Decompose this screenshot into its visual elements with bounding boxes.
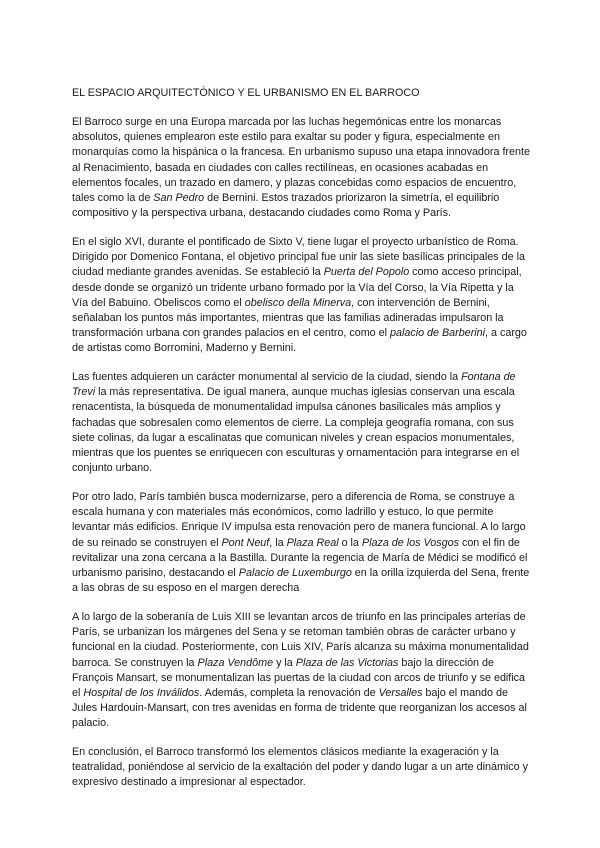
paragraph-text: A lo largo de la soberanía de Luis XIII se levantan arcos de triunfo en las principales arterias de París, se urbanizan los márgenes del Sena y se retoman también obras de carácter urbano y funcional en la ciudad. Posteriormente, con Luis XIV, París alcanza su máxima monumentalidad barroca. Se construyen la — [72, 610, 529, 669]
italic-term: Versalles — [378, 686, 423, 699]
paragraph-text: la más representativa. De igual manera, aunque muchas iglesias conservan una escala renacentista, la búsqueda de monumentalidad impulsa cánones basilicales más amplios y fachadas que sobresalen como elementos de cierre. La compleja geografía romana, con sus siete colinas, da lugar a escalinatas que comunican niveles y crean espacios monumentales, mientras que los puentes se enriquecen con esculturas y ornamentación para integrarse en el conjunto urbano. — [72, 386, 520, 475]
paragraph-text: con el fin de revitalizar una zona cercana a la Bastilla. Durante la regencia de María de Médici se modificó el urbanismo parisino, destacando el — [72, 536, 528, 579]
paragraph-text: En conclusión, el Barroco transformó los elementos clásicos mediante la exageración y la teatralidad, poniéndose al servicio de la exaltación del poder y dando lugar a un arte dinámico y expresivo destinado a impresionar al espectador. — [72, 746, 529, 789]
paragraph-text: y la — [273, 656, 296, 669]
paragraph-intro — [72, 115, 530, 221]
paragraph-paris-henry-iv — [72, 490, 530, 596]
italic-term: Hospital de los Inválidos — [83, 686, 200, 699]
italic-term: Plaza de las Victorias — [295, 656, 399, 669]
paragraph-text: , la — [269, 536, 287, 549]
italic-term: Puerta del Popolo — [323, 266, 410, 279]
paragraph-paris-louis — [72, 610, 530, 732]
paragraph-text: en la orilla izquierda del Sena, frente a las obras de su esposo en el margen derecha — [72, 566, 530, 595]
italic-term: San Pedro — [153, 192, 205, 205]
document-title: EL ESPACIO ARQUITECTÓNICO Y EL URBANISMO EN EL BARROCO — [72, 87, 420, 99]
italic-term: Palacio de Luxemburgo — [238, 566, 352, 579]
paragraph-text: Las fuentes adquieren un carácter monumental al servicio de la ciudad, siendo la — [72, 371, 462, 384]
document-body — [72, 86, 530, 804]
paragraph-text: bajo el mando de Jules Hardouin-Mansart, con tres avenidas en forma de tridente que reorganizan los accesos al palacio. — [72, 686, 527, 730]
paragraph-conclusion — [72, 745, 530, 791]
italic-term: Plaza Vendôme — [197, 656, 274, 669]
paragraph-text: En el siglo XVI, durante el pontificado de Sixto V, tiene lugar el proyecto urbanístico de Roma. Dirigido por Domenico Fontana, el objetivo principal fue unir las siete basílicas principales de la ciudad mediante grandes avenidas. Se estableció la — [72, 235, 525, 279]
italic-term: Plaza de los Vosgos — [361, 536, 459, 549]
paragraph-text: o la — [338, 536, 362, 549]
paragraph-rome-fountains — [72, 370, 530, 476]
paragraph-text: de Bernini. Estos trazados priorizaron la simetría, el equilibrio compositivo y la perspectiva urbana, destacando ciudades como Roma y París. — [72, 192, 500, 220]
paragraph-text: como acceso principal, desde donde se organizó un tridente urbano formado por la Vía del Corso, la Vía Ripetta y la Vía del Babuino. Obeliscos como el — [72, 266, 522, 309]
paragraph-text: El Barroco surge en una Europa marcada por las luchas hegemónicas entre los monarcas absolutos, quienes emplearon este estilo para exaltar su poder y figura, especialmente en monarquías como la hispánica o la francesa. En urbanismo supuso una etapa innovadora frente al Renacimiento, basada en ciudades con calles rectilíneas, en ocasiones acabadas en elementos focales, un trazado en damero, y plazas concebidas como espacios de encuentro, tales como la de — [72, 116, 530, 205]
paragraph-rome-urbanism — [72, 235, 530, 357]
italic-term: Fontana de Trevi — [72, 371, 516, 399]
italic-term: Plaza Real — [286, 536, 339, 549]
paragraph-text: Por otro lado, París también busca modernizarse, pero a diferencia de Roma, se construye a escala humana y con materiales más económicos, como ladrillo y estuco, lo que permite levantar más edificios. Enrique IV impulsa esta renovación pero de manera funcional. A lo largo de su reinado se construyen el — [72, 490, 526, 549]
italic-term: Pont Neuf — [221, 536, 270, 549]
italic-term: obelisco della Minerva — [244, 296, 352, 309]
paragraph-text: , con intervención de Bernini, señalaban los puntos más importantes, mientras que las familias adineradas impulsaron la transformación urbana con grandes palacios en el centro, como el — [72, 296, 504, 340]
italic-term: palacio de Barberini — [390, 327, 486, 340]
paragraph-text: . Además, completa la renovación de — [199, 686, 379, 699]
paragraph-text: , a cargo de artistas como Borromini, Maderno y Bernini. — [72, 327, 527, 355]
paragraph-text: bajo la dirección de François Mansart, se monumentalizan las puertas de la ciudad con arcos de triunfo y se edifica el — [72, 656, 526, 699]
